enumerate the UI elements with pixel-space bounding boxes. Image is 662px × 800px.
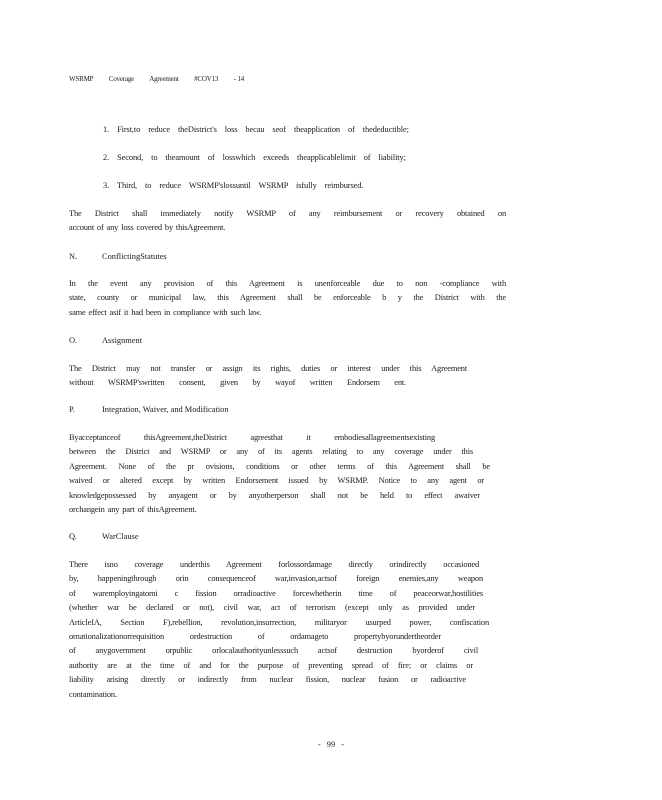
reimbursement-paragraph <box>69 207 506 236</box>
paragraph-line: account of any loss covered by thisAgreement. <box>69 223 226 233</box>
paragraph-line: by, happeningthrough orin consequenceof war,invasion,actsof foreign enemies,any weapon <box>69 574 483 584</box>
paragraph-line: Agreement. None of the pr ovisions, conditions or other terms of this Agreement shall be <box>69 461 490 471</box>
paragraph-line: same effect asif it had been in compliance with such law. <box>69 307 262 317</box>
section-heading-q <box>69 532 139 541</box>
header-page-ref: - 14 <box>233 75 245 83</box>
section-letter: N. <box>69 252 78 261</box>
paragraph-line: The District shall immediately notify WSRMP of any reimbursement or recovery obtained on <box>69 209 506 218</box>
paragraph-line: liability arising directly or indirectly from nuclear fission, nuclear fusion or radioactive <box>69 675 466 685</box>
list-item: 1. First,to reduce theDistrict's loss becau seof theapplication of thedeductible; <box>103 125 409 134</box>
paragraph-line: In the event any provision of this Agreement is unenforceable due to non -compliance with <box>69 279 506 288</box>
paragraph-line: of anygovernment orpublic orlocalauthorityunlesssuch actsof destruction byorderof civil <box>69 646 478 656</box>
section-heading-o <box>69 336 142 345</box>
paragraph-line: The District may not transfer or assign its rights, duties or interest under this Agreement <box>69 364 467 373</box>
paragraph-line: without WSRMP'swritten consent, given by wayof written Endorsem ent. <box>69 378 406 388</box>
section-letter: O. <box>69 336 78 345</box>
paragraph-line: knowledgepossessed by anyagent or by anyotherperson shall not be held to effect awaiver <box>69 490 480 500</box>
section-heading-n <box>69 252 167 261</box>
section-letter: Q. <box>69 532 78 541</box>
paragraph-line: Byacceptanceof thisAgreement,theDistrict agreesthat it embodiesallagreementsexisting <box>69 433 435 442</box>
paragraph-line: waived or altered except by written Endorsement issued by WSRMP. Notice to any agent or <box>69 476 484 486</box>
page-header <box>69 75 258 83</box>
header-coverage: Coverage <box>108 75 135 83</box>
paragraph-line: of waremployingatomi c fission orradioactive forcewhetherin time of peaceorwar,hostilities <box>69 588 483 598</box>
paragraph-line: between the District and WSRMP or any of its agents relating to any coverage under this <box>69 447 473 457</box>
paragraph-line: (whether war be declared or not), civil war, act of terrorism (except only as provided under <box>69 603 475 613</box>
list-item: 2. Second, to theamount of losswhich exceeds theapplicablelimit of liability; <box>103 153 406 162</box>
paragraph-line: authority are at the time of and for the purpose of preventing spread of fire; or claims or <box>69 660 473 670</box>
paragraph-line: contamination. <box>69 689 117 699</box>
section-q-body <box>69 558 506 702</box>
header-org: WSRMP <box>69 75 94 83</box>
section-title: ConflictingStatutes <box>102 252 167 261</box>
section-title: Integration, Waiver, and Modification <box>102 405 229 414</box>
section-title: WarClause <box>102 532 139 541</box>
paragraph-line: orchangein any part of thisAgreement. <box>69 505 197 515</box>
section-o-body <box>69 362 506 391</box>
header-agreement: Agreement <box>149 75 179 83</box>
section-p-body <box>69 431 506 517</box>
section-title: Assignment <box>102 336 143 345</box>
paragraph-line: ornationalizationorrequisition ordestruction of ordamageto propertybyorundertheorder <box>69 632 441 642</box>
paragraph-line: There isno coverage underthis Agreement forlossordamage directly orindirectly occasioned <box>69 560 479 569</box>
paragraph-line: state, county or municipal law, this Agreement shall be enforceable b y the District with the <box>69 293 506 303</box>
section-heading-p <box>69 405 229 414</box>
section-letter: P. <box>69 405 75 414</box>
paragraph-line: ArticleIA, Section F),rebellion, revolution,insurrection, militaryor usurped power, confiscation <box>69 617 489 627</box>
section-n-body <box>69 277 506 320</box>
list-item: 3. Third, to reduce WSRMP'slossuntil WSRMP isfully reimbursed. <box>103 181 364 190</box>
page-number: - 99 - <box>317 740 345 749</box>
header-cov-number: #COV13 <box>194 75 219 83</box>
